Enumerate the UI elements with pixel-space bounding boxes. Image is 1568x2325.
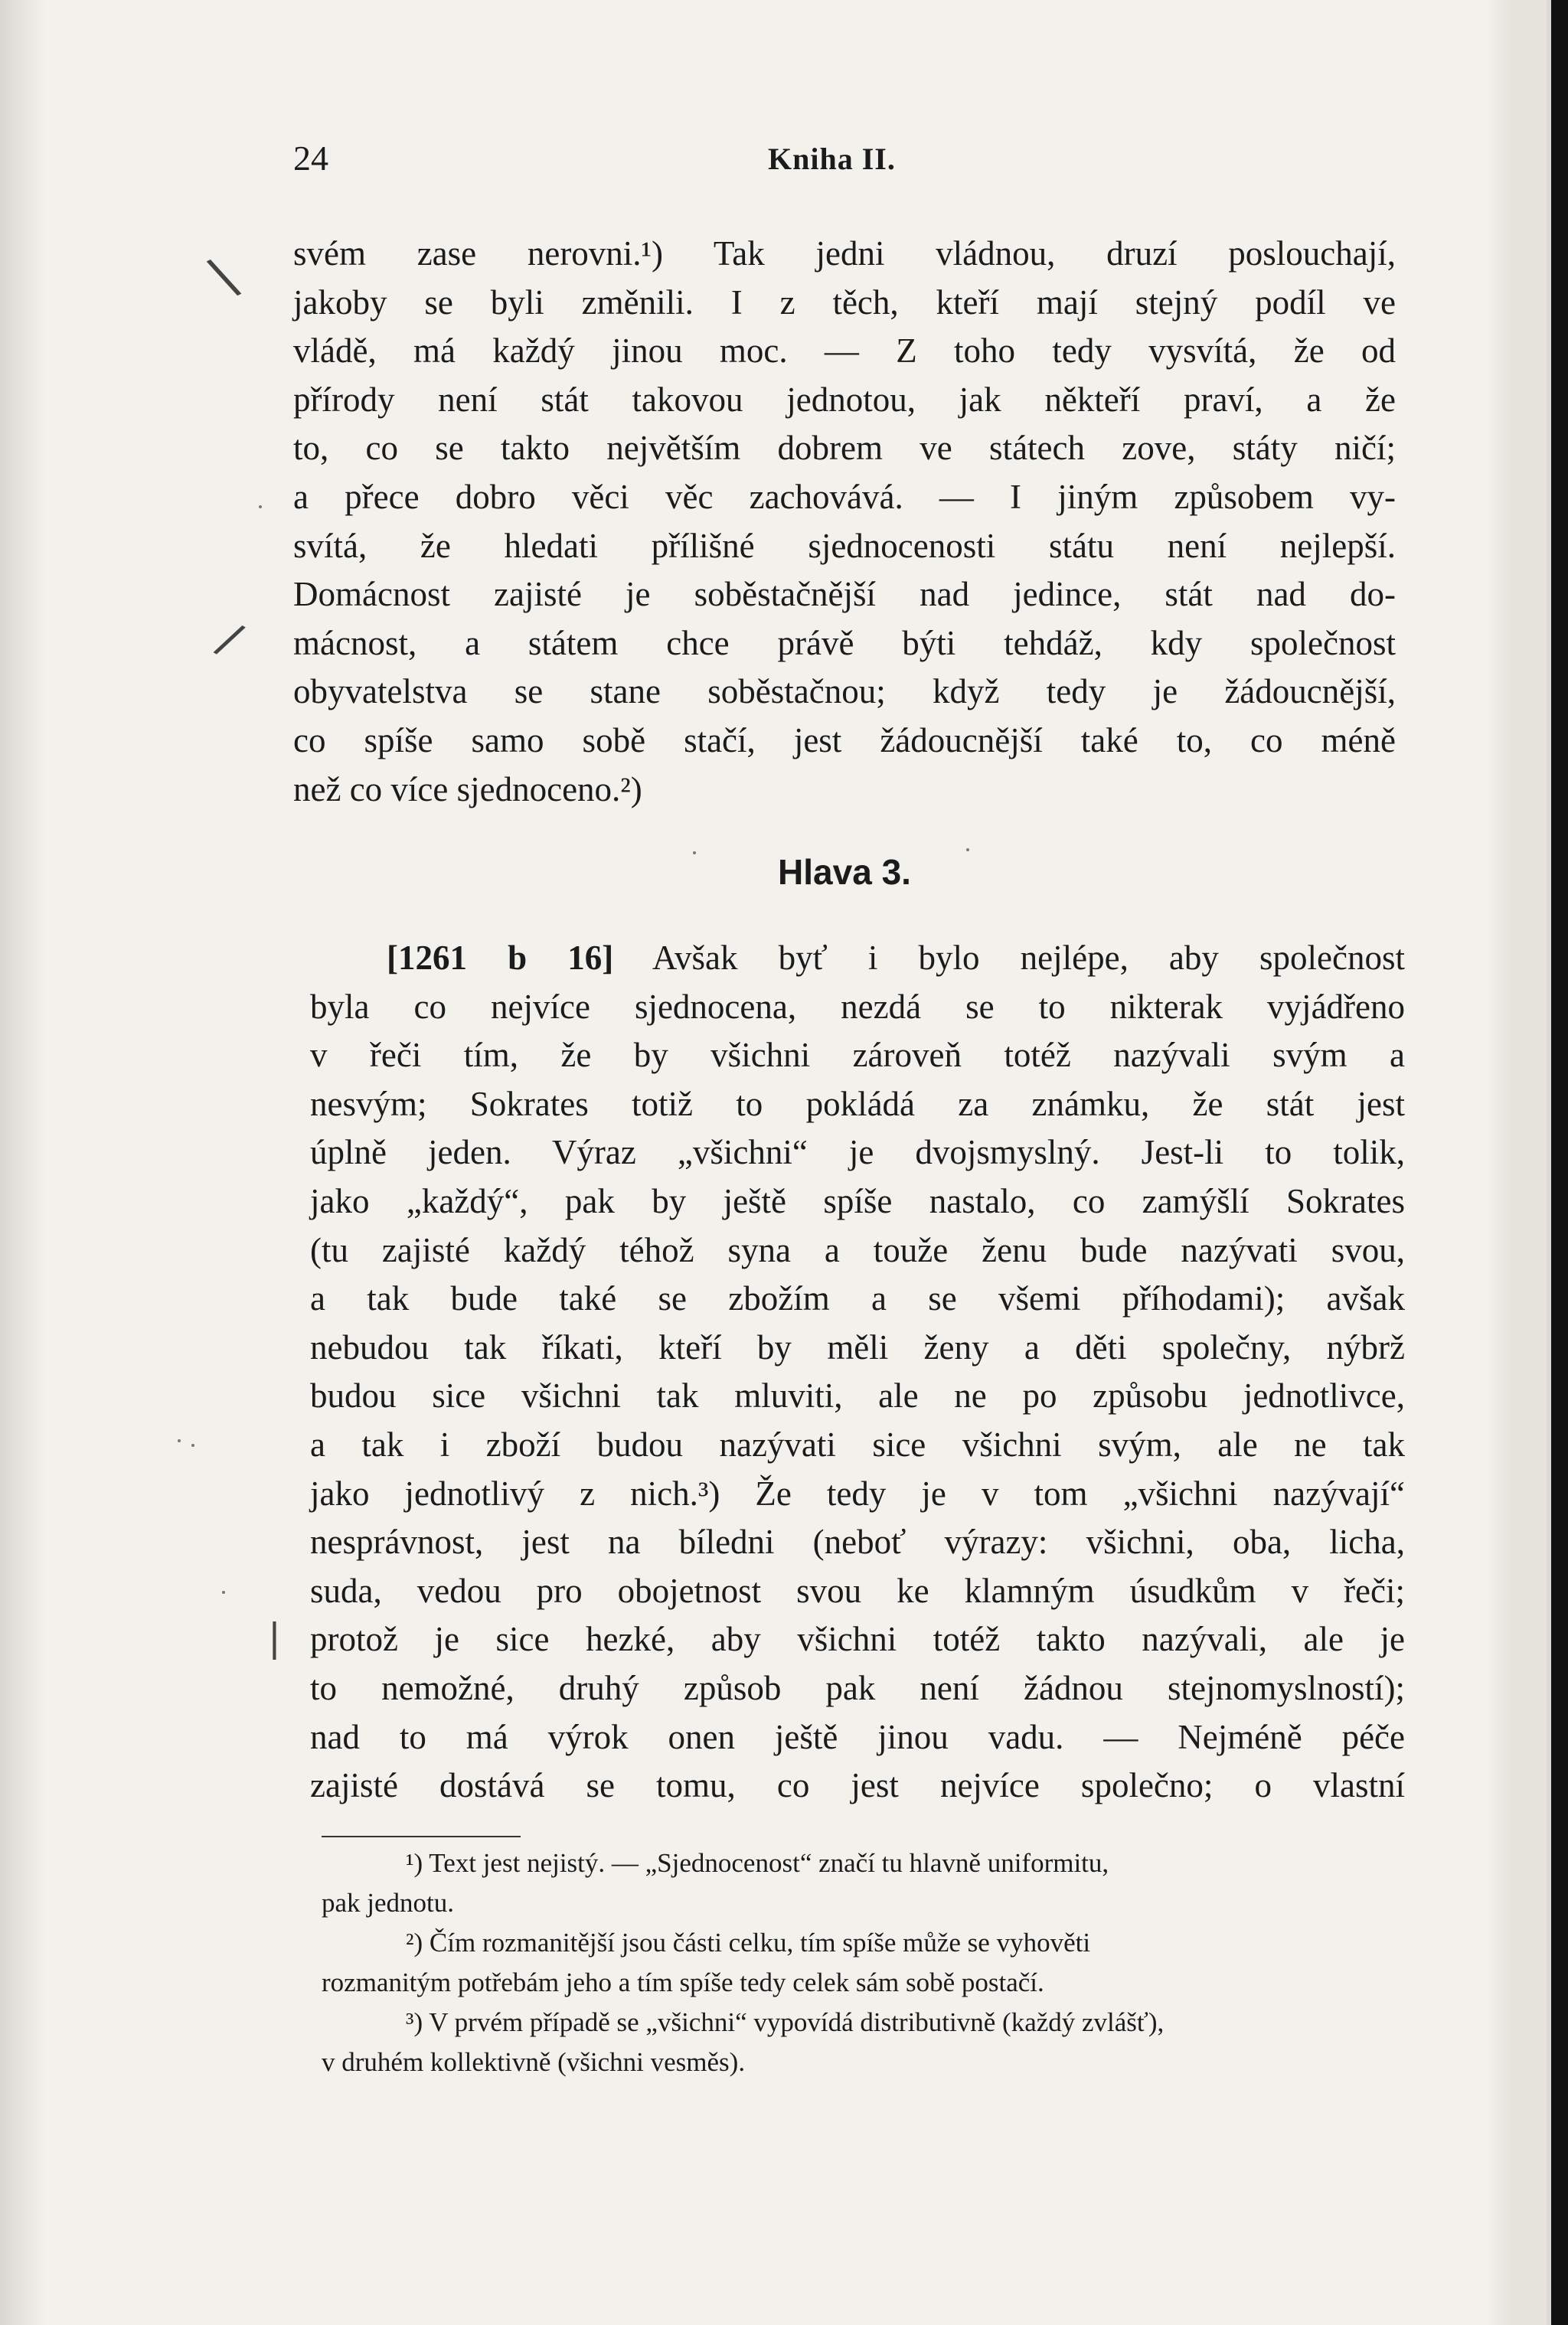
scan-speck: [191, 1444, 194, 1447]
chapter-heading: Hlava 3.: [778, 852, 911, 892]
footnote-2-cont: rozmanitým potřebám jeho a tím spíše tedy celek sám sobě postačí.: [322, 1967, 1044, 1997]
footnote-1: ¹) Text jest nejistý. — „Sjednocenost“ značí tu hlavně uniformitu,: [406, 1848, 1109, 1878]
chapter-first-line: [310, 934, 1405, 983]
text-line: Domácnost zajisté je soběstačnější nad jedince, stát nad do-: [293, 575, 1396, 614]
text-line: byla co nejvíce sjednocena, nezdá se to nikterak vyjádřeno: [310, 987, 1405, 1026]
text-line: vládě, má každý jinou moc. — Z toho tedy vysvítá, že od: [293, 331, 1396, 371]
text-line: mácnost, a státem chce právě býti tehdáž, kdy společnost: [293, 623, 1396, 662]
text-fragment: Avšak byť i bylo nejlépe, aby společnost: [652, 939, 1405, 977]
text-line: přírody není stát takovou jednotou, jak někteří praví, a že: [293, 380, 1396, 419]
text-line: svém zase nerovni.¹) Tak jedni vládnou, druzí poslouchají,: [293, 234, 1396, 273]
running-head: Kniha II.: [768, 142, 896, 176]
footnote-3: ³) V prvém případě se „všichni“ vypovídá distributivně (každý zvlášť),: [406, 2007, 1165, 2037]
footnotes: [322, 1843, 1409, 2082]
text-line: a tak bude také se zbožím a se všemi příhodami); avšak: [310, 1279, 1405, 1318]
text-line: nesprávnost, jest na bíledni (neboť výrazy: všichni, oba, licha,: [310, 1523, 1405, 1562]
footnote-3-cont: v druhém kollektivně (všichni vesměs).: [322, 2047, 746, 2077]
scan-speck: [178, 1439, 181, 1442]
margin-pencil-mark: |: [268, 1615, 281, 1660]
margin-pencil-mark: /: [209, 612, 250, 667]
text-line: obyvatelstva se stane soběstačnou; když tedy je žádoucnější,: [293, 672, 1396, 711]
bekker-reference: [1261 b 16]: [387, 939, 614, 977]
text-line: než co více sjednoceno.²): [293, 769, 642, 808]
text-line: zajisté dostává se tomu, co jest nejvíce společno; o vlastní: [310, 1766, 1405, 1805]
chapter-paragraph: [310, 934, 1405, 1811]
text-line: to nemožné, druhý způsob pak není žádnou stejnomyslností);: [310, 1668, 1405, 1707]
margin-pencil-mark: \: [201, 243, 245, 309]
text-line: a tak i zboží budou nazývati sice všichni svým, ale ne tak: [310, 1425, 1405, 1464]
text-line: (tu zajisté každý téhož syna a touže ženu bude nazývati svou,: [310, 1230, 1405, 1269]
text-line: úplně jeden. Výraz „všichni“ je dvojsmyslný. Jest-li to tolik,: [310, 1133, 1405, 1172]
footnote-1-cont: pak jednotu.: [322, 1888, 455, 1918]
text-line: jako „každý“, pak by ještě spíše nastalo, co zamýšlí Sokrates: [310, 1181, 1405, 1220]
text-line: v řeči tím, že by všichni zároveň totéž nazývali svým a: [310, 1036, 1405, 1075]
text-line: jakoby se byli změnili. I z těch, kteří mají stejný podíl ve: [293, 282, 1396, 322]
text-line: svítá, že hledati přílišné sjednocenosti státu není nejlepší.: [293, 526, 1396, 565]
footnote-rule: [322, 1836, 521, 1837]
text-line: nebudou tak říkati, kteří by měli ženy a děti společny, nýbrž: [310, 1327, 1405, 1367]
text-line: suda, vedou pro obojetnost svou ke klamným úsudkům v řeči;: [310, 1571, 1405, 1610]
book-spine-shadow: [1551, 0, 1568, 2325]
body-paragraph: [293, 230, 1396, 814]
footnote-2: ²) Čím rozmanitější jsou části celku, tím spíše může se vyhověti: [406, 1928, 1091, 1958]
text-line: co spíše samo sobě stačí, jest žádoucnější také to, co méně: [293, 720, 1396, 759]
page-header: [293, 138, 1396, 191]
text-line: protož je sice hezké, aby všichni totéž takto nazývali, ale je: [310, 1620, 1405, 1659]
text-line: to, co se takto největším dobrem ve státech zove, státy ničí;: [293, 429, 1396, 468]
scan-speck: [222, 1591, 225, 1594]
text-line: nad to má výrok onen ještě jinou vadu. — Nejméně péče: [310, 1717, 1405, 1756]
scan-speck: [259, 505, 262, 508]
text-line: budou sice všichni tak mluviti, ale ne po způsobu jednotlivce,: [310, 1376, 1405, 1416]
text-line: nesvým; Sokrates totiž to pokládá za známku, že stát jest: [310, 1084, 1405, 1123]
text-line: a přece dobro věci věc zachovává. — I jiným způsobem vy-: [293, 477, 1396, 516]
text-line: jako jednotlivý z nich.³) Že tedy je v tom „všichni nazývají“: [310, 1474, 1405, 1513]
page-number: 24: [293, 139, 328, 178]
